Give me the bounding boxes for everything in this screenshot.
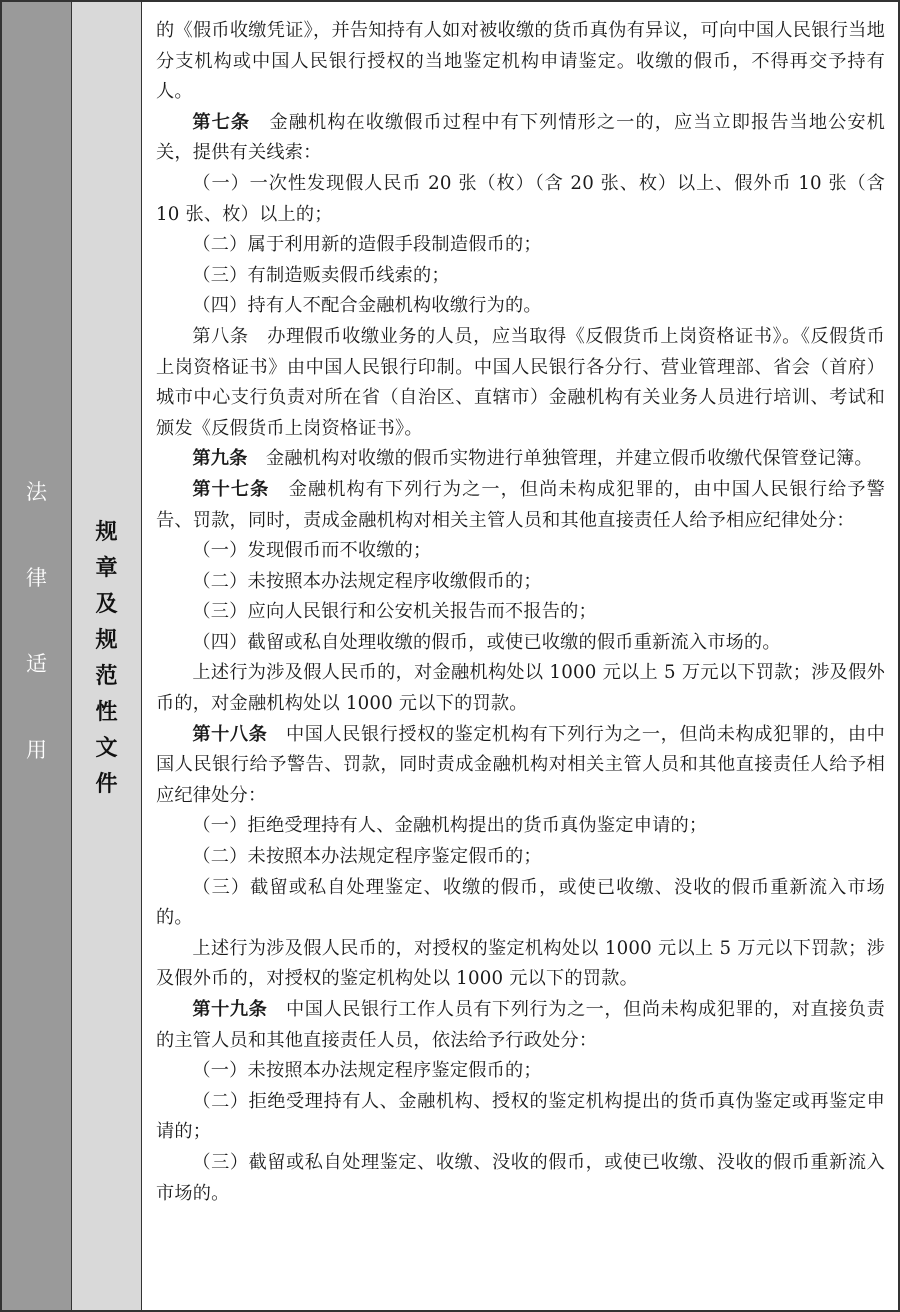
subcategory-label-char: 章 [95, 556, 118, 581]
paragraph-text: （一）拒绝受理持有人、金融机构提出的货币真伪鉴定申请的； [192, 815, 708, 837]
paragraph-text: （四）截留或私自处理收缴的假币，或使已收缴的假币重新流入市场的。 [192, 631, 781, 653]
regulation-paragraph [156, 291, 885, 322]
regulation-paragraph [156, 1087, 885, 1148]
paragraph-text: （一）未按照本办法规定程序鉴定假币的； [192, 1060, 542, 1082]
paragraph-text: （二）未按照本办法规定程序鉴定假币的； [192, 846, 542, 868]
category-label [2, 480, 71, 824]
category-label-char: 适 [26, 652, 47, 676]
regulation-paragraph [156, 536, 885, 567]
paragraph-text: 金融机构对收缴的假币实物进行单独管理，并建立假币收缴代保管登记簿。 [247, 448, 873, 470]
regulation-paragraph [156, 230, 885, 261]
regulation-paragraph [156, 842, 885, 873]
regulation-paragraph [156, 322, 885, 444]
category-label-char: 用 [26, 738, 47, 762]
regulation-paragraph [156, 1148, 885, 1209]
paragraph-text: （一）发现假币而不收缴的； [192, 540, 432, 562]
paragraph-text: 的《假币收缴凭证》，并告知持有人如对被收缴的货币真伪有异议，可向中国人民银行当地分支机构或中国人民银行授权的当地鉴定机构申请鉴定。收缴的假币，不得再交予持有人。 [156, 20, 885, 103]
paragraph-text: 中国人民银行工作人员有下列行为之一，但尚未构成犯罪的，对直接负责的主管人员和其他直接责任人员，依法给予行政处分： [156, 999, 885, 1051]
regulation-paragraph [156, 811, 885, 842]
article-number: 第十八条 [192, 723, 268, 745]
regulation-paragraph [156, 658, 885, 719]
category-column [2, 2, 72, 1310]
subcategory-label-char: 文 [95, 736, 118, 761]
regulation-text-cell [142, 2, 898, 1310]
regulation-paragraph [156, 1056, 885, 1087]
paragraph-text: （四）持有人不配合金融机构收缴行为的。 [192, 295, 542, 317]
regulation-paragraph [156, 720, 885, 812]
subcategory-column [72, 2, 142, 1310]
paragraph-text: （三）截留或私自处理鉴定、收缴的假币，或使已收缴、没收的假币重新流入市场的。 [156, 876, 885, 929]
paragraph-text: 上述行为涉及假人民币的，对金融机构处以 1000 元以上 5 万元以下罚款；涉及假外币的，对金融机构处以 1000 元以下的罚款。 [156, 662, 885, 715]
category-label-char: 法 [26, 480, 47, 504]
regulation-paragraph [156, 567, 885, 598]
article-number: 第十九条 [192, 999, 268, 1020]
paragraph-text: （一）一次性发现假人民币 20 张（枚）（含 20 张、枚）以上、假外币 10 张（含 10 张、枚）以上的； [156, 172, 885, 225]
regulation-paragraph [156, 16, 885, 108]
regulation-paragraph [156, 873, 885, 934]
regulation-paragraph [156, 628, 885, 659]
regulation-paragraph [156, 169, 885, 230]
regulation-paragraph [156, 934, 885, 995]
subcategory-label-char: 规 [95, 628, 118, 653]
regulation-paragraph [156, 475, 885, 536]
subcategory-label-char: 规 [95, 520, 118, 545]
category-label-char: 律 [26, 566, 47, 590]
paragraph-text: 上述行为涉及假人民币的，对授权的鉴定机构处以 1000 元以上 5 万元以下罚款；涉及假外币的，对授权的鉴定机构处以 1000 元以下的罚款。 [156, 937, 885, 990]
article-number: 第九条 [192, 448, 248, 470]
paragraph-text: 金融机构在收缴假币过程中有下列情形之一的，应当立即报告当地公安机关，提供有关线索： [156, 111, 885, 164]
paragraph-text: （三）应向人民银行和公安机关报告而不报告的； [192, 601, 597, 623]
paragraph-text: 第八条 办理假币收缴业务的人员，应当取得《反假货币上岗资格证书》。《反假货币上岗资格证书》由中国人民银行印制。中国人民银行各分行、营业管理部、省会（首府）城市中心支行负责对所在省（自治区、直辖市）金融机构有关业务人员进行培训、考试和颁发《反假货币上岗资格证书》。 [156, 325, 885, 439]
subcategory-label-char: 及 [95, 592, 118, 617]
article-number: 第十七条 [192, 478, 270, 500]
regulation-paragraph [156, 444, 885, 475]
subcategory-label [72, 517, 141, 805]
regulation-paragraph [156, 108, 885, 169]
subcategory-label-char: 件 [95, 772, 118, 797]
paragraph-text: （三）有制造贩卖假币线索的； [192, 264, 450, 286]
paragraph-text: 中国人民银行授权的鉴定机构有下列行为之一，但尚未构成犯罪的，由中国人民银行给予警告、罚款，同时责成金融机构对相关主管人员和其他直接责任人给予相应纪律处分： [156, 723, 885, 806]
regulation-paragraph [156, 261, 885, 292]
paragraph-text: （二）未按照本办法规定程序收缴假币的； [192, 570, 542, 592]
paragraph-text: （二）拒绝受理持有人、金融机构、授权的鉴定机构提出的货币真伪鉴定或再鉴定申请的； [156, 1090, 885, 1143]
article-number: 第七条 [192, 111, 251, 133]
paragraph-text: （二）属于利用新的造假手段制造假币的； [192, 234, 542, 256]
paragraph-text: 金融机构有下列行为之一，但尚未构成犯罪的，由中国人民银行给予警告、罚款，同时，责成金融机构对相关主管人员和其他直接责任人给予相应纪律处分： [156, 478, 885, 531]
regulation-paragraph [156, 995, 885, 1056]
regulation-paragraph [156, 597, 885, 628]
paragraph-text: （三）截留或私自处理鉴定、收缴、没收的假币，或使已收缴、没收的假币重新流入市场的。 [156, 1151, 885, 1204]
subcategory-label-char: 范 [95, 664, 118, 689]
subcategory-label-char: 性 [95, 700, 118, 725]
